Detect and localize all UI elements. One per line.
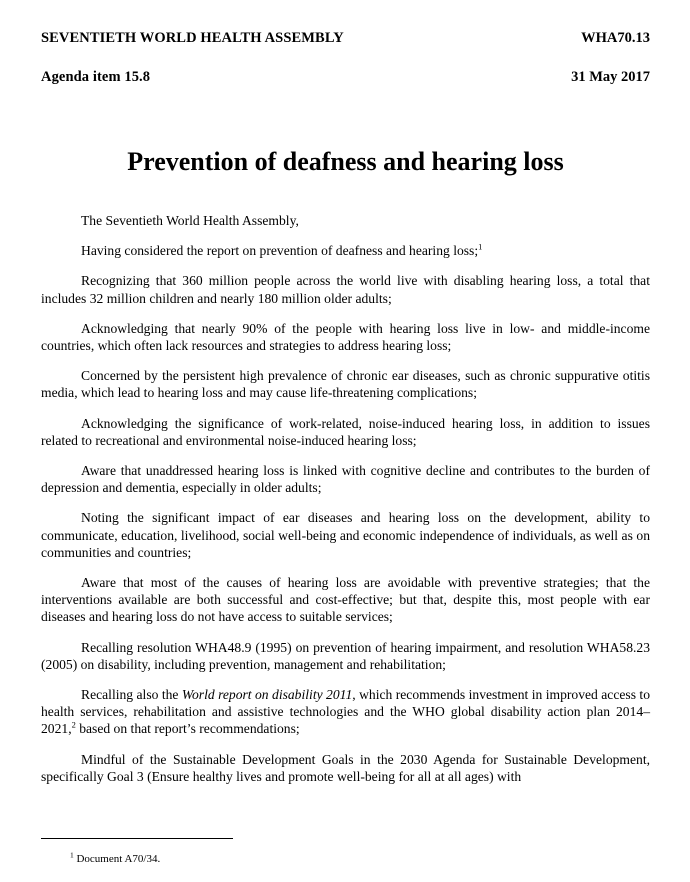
paragraph-recalling-resolutions — [41, 639, 650, 673]
assembly-title: SEVENTIETH WORLD HEALTH ASSEMBLY — [41, 30, 344, 46]
paragraph-concerned — [41, 367, 650, 401]
footnote-area — [41, 838, 650, 866]
paragraph-aware-cognitive — [41, 462, 650, 496]
paragraph-acknowledging-noise — [41, 415, 650, 449]
paragraph-acknowledging-prevalence — [41, 320, 650, 354]
paragraph-text-mid: , which recommends investment in improved access to health services, rehabilitation and assistive technologies and the WHO global disability action plan 2014–2021, — [41, 687, 650, 737]
paragraph-text: Concerned by the persistent high prevalence of chronic ear diseases, such as chronic suppurative otitis media, which lead to hearing loss and may cause life-threatening complications; — [41, 368, 650, 401]
paragraph-aware-avoidable — [41, 574, 650, 626]
paragraph-text: The Seventieth World Health Assembly, — [81, 213, 299, 228]
document-date: 31 May 2017 — [571, 69, 650, 85]
paragraph-text: Aware that most of the causes of hearing loss are avoidable with preventive strategies; that the interventions available are both successful and cost-effective; but that, despite this, most people with ear diseases and hearing loss do not have access to suitable services; — [41, 575, 650, 625]
agenda-item: Agenda item 15.8 — [41, 69, 151, 85]
paragraph-mindful-sdg — [41, 751, 650, 785]
paragraph-recalling-world-report — [41, 686, 650, 738]
footnote-item — [41, 852, 650, 866]
document-header — [41, 29, 650, 86]
paragraph-text: Aware that unaddressed hearing loss is linked with cognitive decline and contributes to the burden of depression and dementia, especially in older adults; — [41, 463, 650, 496]
paragraph-having-considered — [41, 242, 650, 259]
paragraph-text: Acknowledging the significance of work-related, noise-induced hearing loss, in addition to issues related to recreational and environmental noise-induced hearing loss; — [41, 415, 650, 448]
footnote-text: Document A70/34. — [73, 853, 161, 865]
paragraph-assembly — [41, 212, 650, 229]
header-row-primary — [41, 29, 650, 47]
footnote-ref-2[interactable]: 2 — [71, 719, 76, 730]
paragraph-text: Mindful of the Sustainable Development Goals in the 2030 Agenda for Sustainable Development, specifically Goal 3 (Ensure healthy lives and promote well-being for all at all ages) with — [41, 751, 650, 784]
header-row-secondary — [41, 68, 650, 86]
publication-title: World report on disability 2011 — [181, 687, 353, 703]
footnote-marker: 1 — [70, 850, 74, 860]
footnote-separator-rule — [41, 838, 233, 839]
paragraph-text: Noting the significant impact of ear diseases and hearing loss on the development, ability to communicate, education, livelihood, social well-being and economic independence of individuals, as well as on communities and countries; — [41, 510, 650, 560]
paragraph-text-lead: Recalling also the — [81, 687, 182, 703]
paragraph-text: Recognizing that 360 million people across the world live with disabling hearing loss, a total that includes 32 million children and nearly 180 million older adults; — [41, 273, 650, 306]
paragraph-noting-impact — [41, 509, 650, 561]
paragraph-text: Recalling resolution WHA48.9 (1995) on prevention of hearing impairment, and resolution WHA58.23 (2005) on disability, including prevention, management and rehabilitation; — [41, 639, 650, 672]
paragraph-recognizing — [41, 272, 650, 306]
paragraph-text-tail: based on that report’s recommendations; — [75, 721, 300, 737]
paragraph-text: Having considered the report on prevention of deafness and hearing loss; — [81, 243, 479, 259]
page-title: Prevention of deafness and hearing loss — [127, 147, 564, 177]
resolution-number: WHA70.13 — [581, 30, 650, 46]
paragraph-text: Acknowledging that nearly 90% of the people with hearing loss live in low- and middle-income countries, which often lack resources and strategies to address hearing loss; — [41, 320, 650, 354]
document-body — [41, 212, 650, 785]
footnote-ref-1[interactable]: 1 — [478, 241, 483, 252]
